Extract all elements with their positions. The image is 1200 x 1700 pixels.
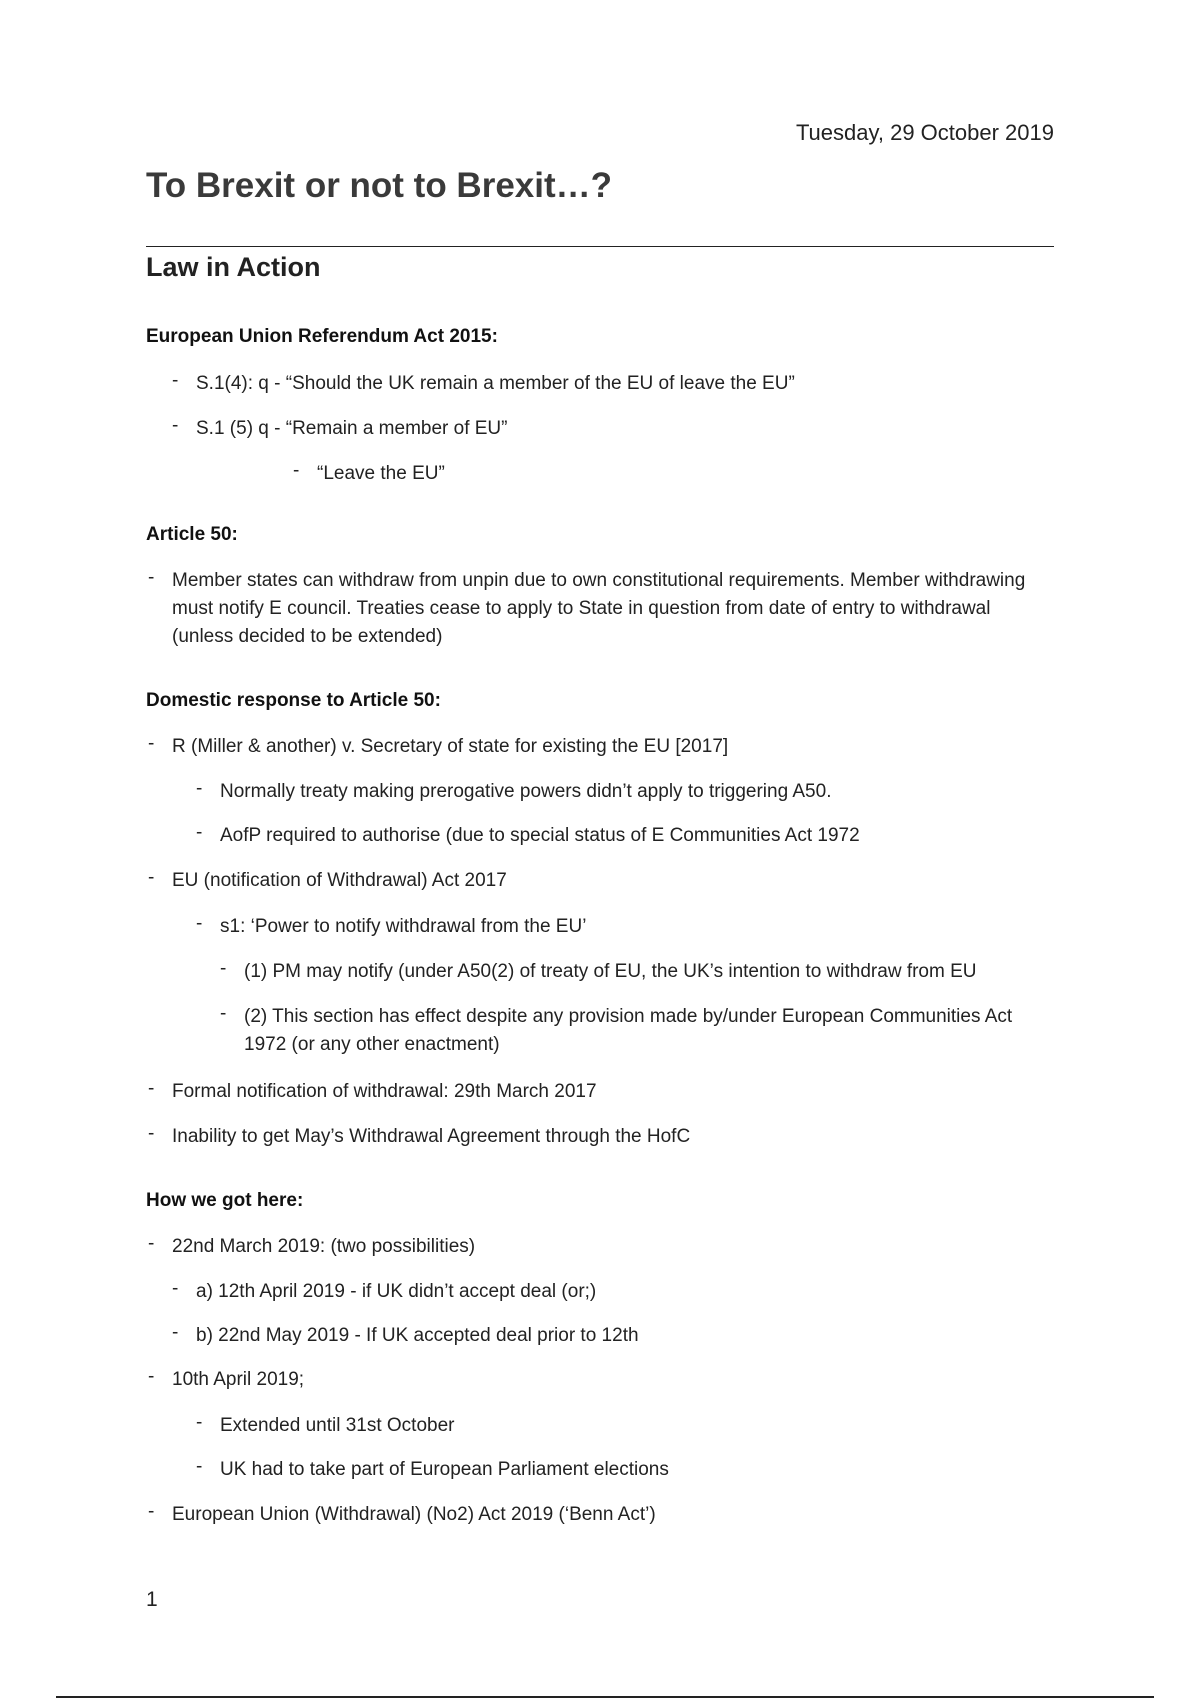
list-item (148, 1078, 1052, 1106)
list-item-text: a) 12th April 2019 - if UK didn’t accept deal (or;) (196, 1281, 597, 1302)
bullet-dash: - (196, 778, 203, 799)
bullet-dash: - (293, 460, 300, 481)
list-item-text: b) 22nd May 2019 - If UK accepted deal prior to 12th (196, 1325, 639, 1346)
list-item-text: S.1(4): q - “Should the UK remain a member of the EU of leave the EU” (196, 373, 795, 394)
list-item (172, 370, 1056, 398)
list-item (148, 1366, 1052, 1394)
bullet-dash: - (148, 1233, 155, 1254)
list-item-text: S.1 (5) q - “Remain a member of EU” (196, 418, 508, 439)
bullet-dash: - (148, 867, 155, 888)
bullet-dash: - (148, 1123, 155, 1144)
list-item (172, 1278, 1056, 1306)
title-divider (146, 246, 1054, 247)
list-item-text: UK had to take part of European Parliament elections (220, 1459, 669, 1480)
list-item-text: Normally treaty making prerogative powers didn’t apply to triggering A50. (220, 781, 832, 802)
bullet-dash: - (220, 1003, 227, 1024)
bullet-dash: - (196, 1412, 203, 1433)
list-item (196, 778, 1050, 806)
list-item-text: AofP required to authorise (due to special status of E Communities Act 1972 (220, 825, 860, 846)
list-item (148, 1233, 1052, 1261)
section-heading-referendum: European Union Referendum Act 2015: (146, 326, 498, 347)
bullet-dash: - (148, 1078, 155, 1099)
list-item (220, 1003, 1054, 1059)
list-item (196, 1456, 1050, 1484)
list-item (196, 1412, 1050, 1440)
section-heading-article50: Article 50: (146, 524, 238, 545)
bullet-dash: - (172, 370, 179, 391)
list-item (196, 913, 1050, 941)
bullet-dash: - (172, 1322, 179, 1343)
bullet-dash: - (196, 1456, 203, 1477)
list-item-text: 22nd March 2019: (two possibilities) (172, 1236, 476, 1257)
bullet-dash: - (196, 913, 203, 934)
list-item-text: Extended until 31st October (220, 1415, 455, 1436)
list-item (172, 1322, 1056, 1350)
list-item (148, 1501, 1052, 1529)
list-item (293, 460, 1057, 488)
document-subtitle: Law in Action (146, 252, 321, 282)
bullet-dash: - (148, 733, 155, 754)
bullet-dash: - (148, 1501, 155, 1522)
bullet-dash: - (148, 1366, 155, 1387)
list-item (148, 1123, 1052, 1151)
list-item (220, 958, 1054, 986)
list-item-text: (2) This section has effect despite any provision made by/under European Communities Act 1972 (or any other enactment) (244, 1006, 1013, 1055)
list-item-text: s1: ‘Power to notify withdrawal from the EU’ (220, 916, 587, 937)
list-item (172, 415, 1056, 443)
list-item-text: EU (notification of Withdrawal) Act 2017 (172, 870, 507, 891)
bullet-dash: - (220, 958, 227, 979)
bullet-dash: - (172, 415, 179, 436)
bullet-dash: - (196, 822, 203, 843)
section-heading-how: How we got here: (146, 1190, 304, 1211)
list-item-text: R (Miller & another) v. Secretary of state for existing the EU [2017] (172, 736, 729, 757)
list-item (148, 567, 1052, 651)
document-title: To Brexit or not to Brexit…? (146, 166, 613, 205)
list-item (148, 867, 1052, 895)
bullet-dash: - (172, 1278, 179, 1299)
page-number: 1 (146, 1588, 158, 1611)
list-item-text: European Union (Withdrawal) (No2) Act 2019 (‘Benn Act’) (172, 1504, 656, 1525)
list-item-text: Formal notification of withdrawal: 29th March 2017 (172, 1081, 597, 1102)
list-item (148, 733, 1052, 761)
bullet-dash: - (148, 567, 155, 588)
page-bottom-divider (56, 1696, 1154, 1698)
list-item-text: Inability to get May’s Withdrawal Agreement through the HofC (172, 1126, 691, 1147)
section-heading-domestic: Domestic response to Article 50: (146, 690, 441, 711)
document-date: Tuesday, 29 October 2019 (795, 120, 1054, 145)
list-item-text: “Leave the EU” (317, 463, 445, 484)
list-item-text: 10th April 2019; (172, 1369, 305, 1390)
list-item-text: (1) PM may notify (under A50(2) of treaty of EU, the UK’s intention to withdraw from EU (244, 961, 977, 982)
list-item-text: Member states can withdraw from unpin due to own constitutional requirements. Member withdrawing must notify E council. Treaties cease to apply to State in question from date of entry to withdrawal (unless decided to be extended) (172, 570, 1026, 647)
list-item (196, 822, 1050, 850)
